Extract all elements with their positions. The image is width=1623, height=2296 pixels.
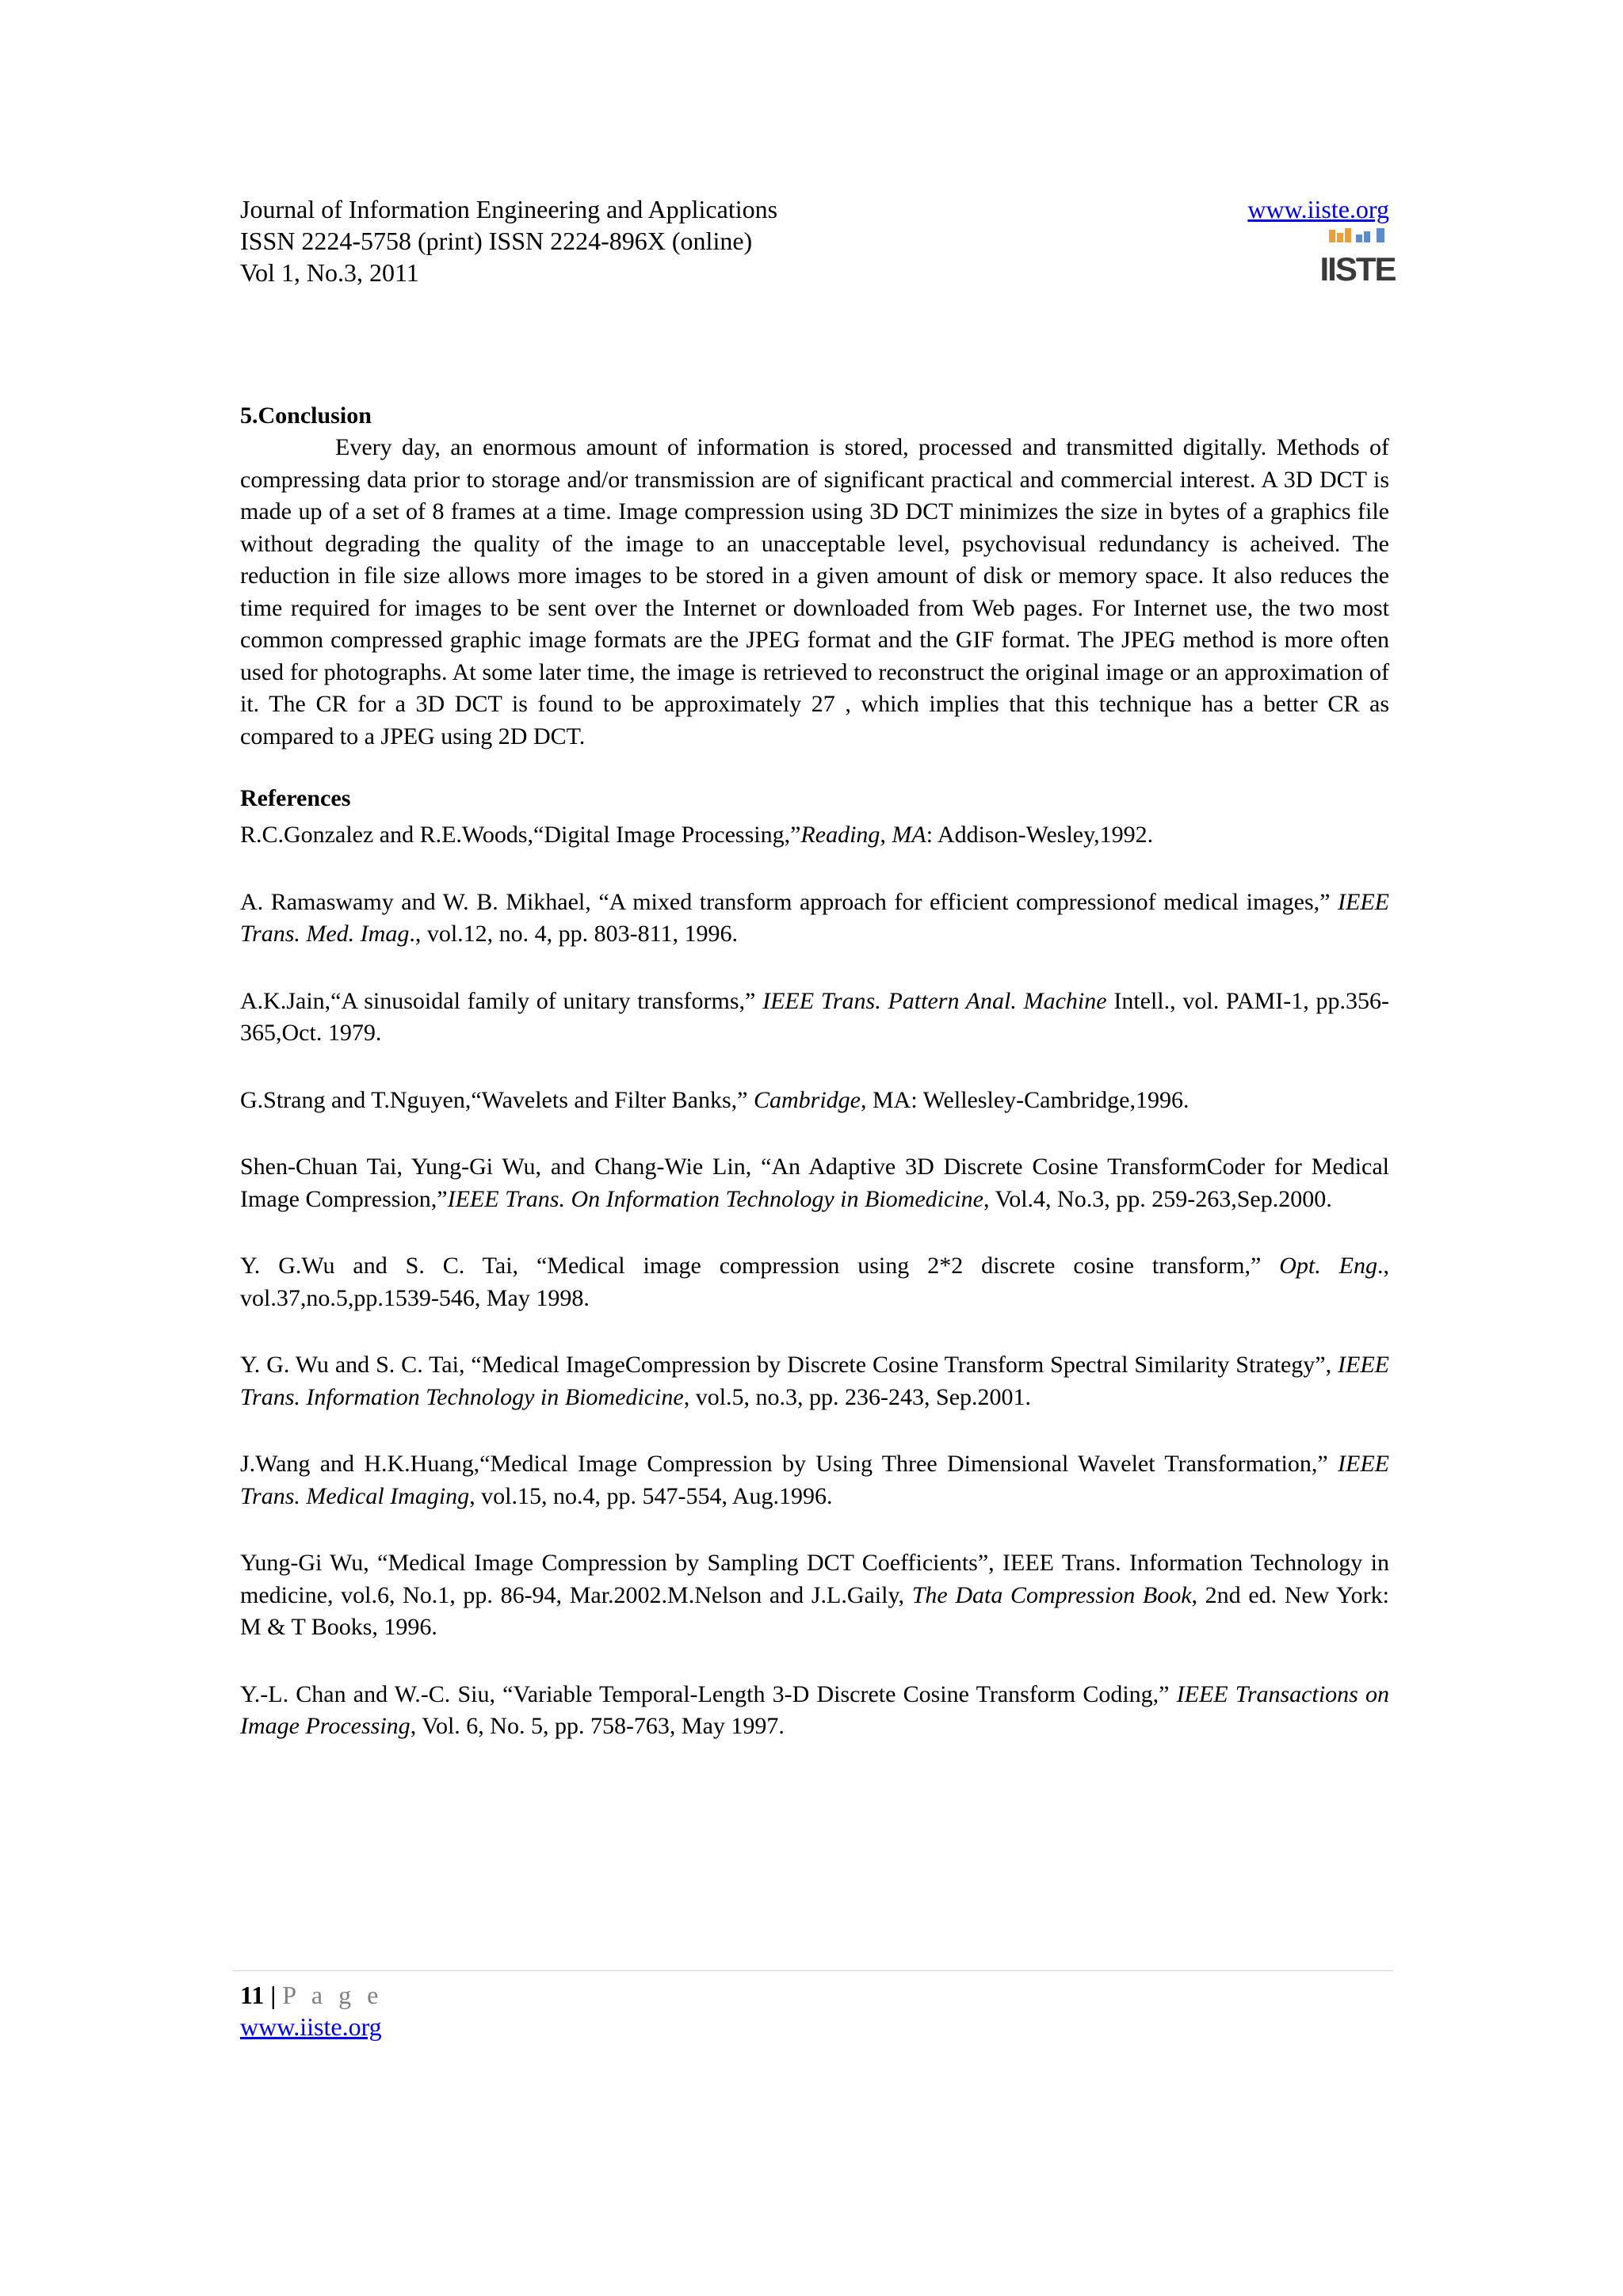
page-footer [232,1970,1393,2042]
conclusion-body: Every day, an enormous amount of information is stored, processed and transmitted digitally. Methods of compressing data prior to storage and/or transmission are of significant practical and commercial interest. A 3D DCT is made up of a set of 8 frames at a time. Image compression using 3D DCT minimizes the size in bytes of a graphics file without degrading the quality of the image to an unacceptable level, psychovisual redundancy is acheived. The reduction in file size allows more images to be stored in a given amount of disk or memory space. It also reduces the time required for images to be sent over the Internet or downloaded from Web pages. For Internet use, the two most common compressed graphic image formats are the JPEG format and the GIF format. The JPEG method is more often used for photographs. At some later time, the image is retrieved to reconstruct the original image or an approximation of it. The CR for a 3D DCT is found to be approximately 27 , which implies that this technique has a better CR as compared to a JPEG using 2D DCT. [240,434,1389,749]
reference-source: Reading, MA [800,822,926,848]
reference-source: Cambridge [754,1086,861,1113]
page-header [240,193,1396,296]
page-separator: | [270,1981,277,2009]
header-right [1247,193,1396,294]
reference-source: The Data Compression Book [911,1581,1192,1608]
reference-text: Y. G.Wu and S. C. Tai, “Medical image compression using 2*2 discrete cosine transform,” [240,1253,1280,1279]
page-word: P a g e [282,1981,384,2009]
reference-item [240,1151,1389,1215]
reference-details: , Vol.4, No.3, pp. 259-263,Sep.2000. [983,1185,1332,1212]
conclusion-heading: 5.Conclusion [240,402,372,429]
reference-item [240,1250,1389,1314]
journal-info [240,193,777,288]
journal-issn: ISSN 2224-5758 (print) ISSN 2224-896X (online) [240,227,753,255]
reference-item [240,819,1389,852]
reference-item [240,887,1389,951]
svg-text:IISTE: IISTE [1319,250,1396,288]
reference-details: : Addison-Wesley,1992. [926,822,1154,848]
reference-text: J.Wang and H.K.Huang,“Medical Image Compression by Using Three Dimensional Wavelet Transformation,” [240,1451,1338,1477]
reference-text: Yung-Gi Wu, “Medical Image Compression by Sampling DCT Coefficients”, IEEE Trans. Information Technology in medicine, vol.6, No.1, pp. 86-94, Mar.2002.M.Nelson and J.L.Gaily, [240,1550,1389,1608]
reference-details: , vol.15, no.4, pp. 547-554, Aug.1996. [469,1482,833,1509]
reference-details: ., vol.12, no. 4, pp. 803-811, 1996. [409,921,739,947]
reference-item [240,986,1389,1050]
reference-source: IEEE Transactions on Image Processing [240,1680,1389,1739]
conclusion-paragraph [240,432,1389,753]
reference-text: G.Strang and T.Nguyen,“Wavelets and Filter Banks,” [240,1086,754,1113]
references-list [240,819,1389,1743]
reference-details: , vol.5, no.3, pp. 236-243, Sep.2001. [683,1383,1032,1410]
reference-source: IEEE Trans. Medical Imaging [240,1451,1389,1509]
reference-details: Intell., vol. PAMI-1, pp.356-365,Oct. 1979. [240,987,1389,1046]
reference-source: IEEE Trans. On Information Technology in Biomedicine [447,1185,983,1212]
reference-details: , 2nd ed. New York: M & T Books, 1996. [240,1581,1389,1640]
references-heading: References [240,785,351,811]
reference-text: Y.-L. Chan and W.-C. Siu, “Variable Temporal-Length 3-D Discrete Cosine Transform Coding,” [240,1680,1177,1707]
reference-details: , MA: Wellesley-Cambridge,1996. [861,1086,1190,1113]
reference-text: Shen-Chuan Tai, Yung-Gi Wu, and Chang-Wie Lin, “An Adaptive 3D Discrete Cosine TransformCoder for Medical Image Compression,” [240,1154,1389,1212]
reference-source: Opt. Eng [1279,1253,1377,1279]
reference-item [240,1085,1389,1117]
reference-text: R.C.Gonzalez and R.E.Woods,“Digital Image Processing,” [240,822,801,848]
reference-item [240,1448,1389,1512]
page-number-line [232,1979,1393,2011]
main-content [240,400,1389,1743]
reference-item [240,1349,1389,1413]
reference-text: A. Ramaswamy and W. B. Mikhael, “A mixed transform approach for efficient compressionof medical images,” [240,888,1338,915]
footer-divider [232,1970,1393,1971]
reference-item [240,1547,1389,1644]
reference-details: , Vol. 6, No. 5, pp. 758-763, May 1997. [410,1713,785,1739]
footer-website-link[interactable]: www.iiste.org [240,2012,382,2041]
journal-volume: Vol 1, No.3, 2011 [240,258,419,287]
reference-source: IEEE Trans. Med. Imag [240,888,1389,947]
page-number: 11 [240,1981,265,2009]
reference-text: A.K.Jain,“A sinusoidal family of unitary transforms,” [240,987,763,1014]
reference-item [240,1679,1389,1743]
journal-title: Journal of Information Engineering and Applications [240,195,778,223]
header-website-link[interactable]: www.iiste.org [1247,195,1389,223]
iiste-logo-icon [1319,227,1396,290]
reference-source: IEEE Trans. Pattern Anal. Machine [762,987,1107,1014]
reference-text: Y. G. Wu and S. C. Tai, “Medical ImageCompression by Discrete Cosine Transform Spectral Similarity Strategy”, [240,1352,1338,1378]
reference-source: IEEE Trans. Information Technology in Biomedicine [240,1352,1389,1410]
reference-details: ., vol.37,no.5,pp.1539-546, May 1998. [240,1253,1389,1311]
